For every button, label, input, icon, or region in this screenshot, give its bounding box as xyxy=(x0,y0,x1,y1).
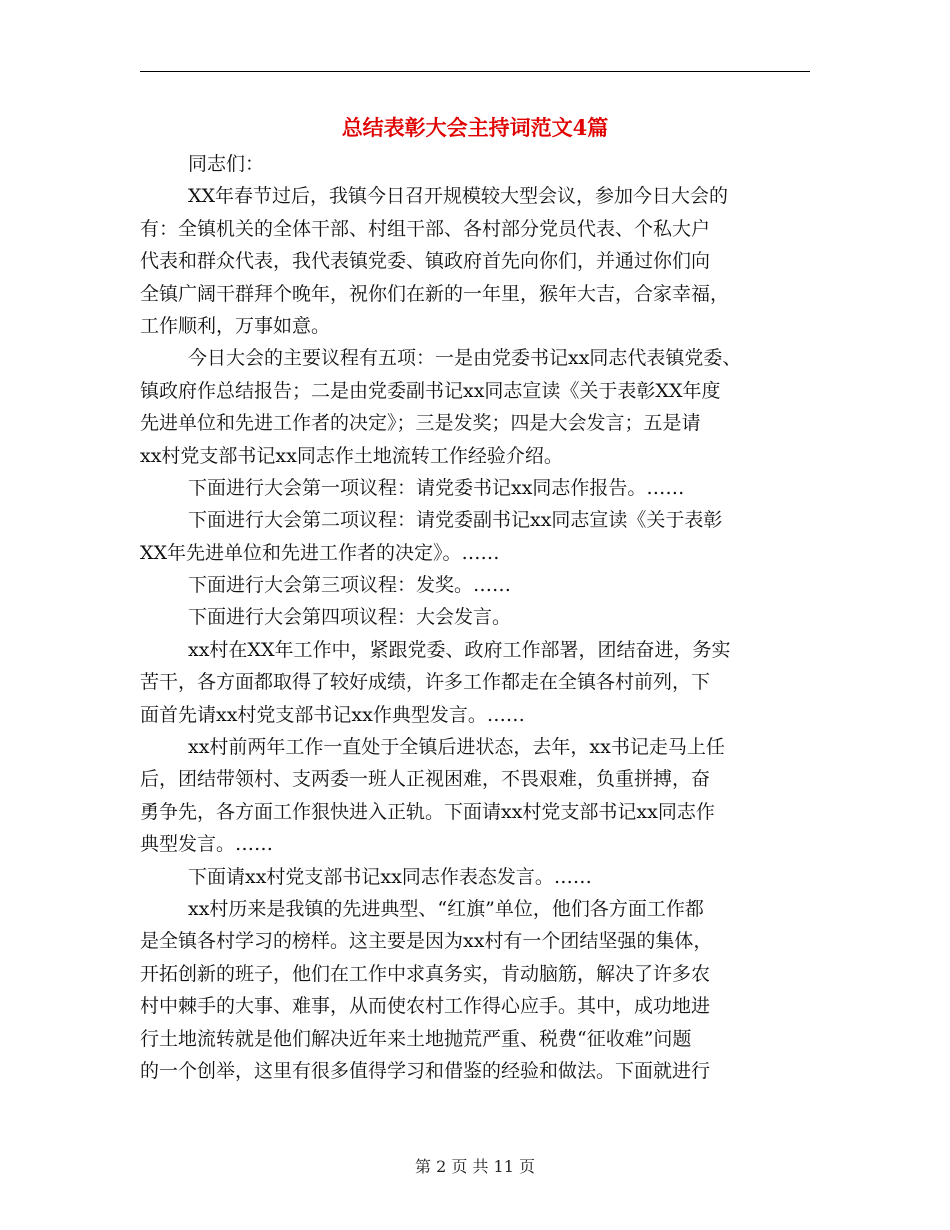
document-title: 总结表彰大会主持词范文4篇 xyxy=(341,115,609,140)
page-footer: 第 2 页 共 11 页 xyxy=(415,1157,535,1176)
paragraph-line: 面首先请xx村党支部书记xx作典型发言。…… xyxy=(140,703,525,726)
paragraph-line: 下面进行大会第二项议程：请党委副书记xx同志宣读《关于表彰 xyxy=(188,509,723,532)
paragraph-line: 先进单位和先进工作者的决定》；三是发奖；四是大会发言；五是请 xyxy=(140,412,701,435)
paragraph-line: 行土地流转就是他们解决近年来土地抛荒严重、税费“征收难”问题 xyxy=(140,1027,692,1050)
paragraph-line: XX年先进单位和先进工作者的决定》。…… xyxy=(140,541,500,564)
paragraph-line: 开拓创新的班子，他们在工作中求真务实，肯动脑筋，解决了许多农 xyxy=(140,962,711,985)
paragraph-line: XX年春节过后，我镇今日召开规模较大型会议，参加今日大会的 xyxy=(188,185,729,208)
paragraph-line: xx村在XX年工作中，紧跟党委、政府工作部署，团结奋进，务实 xyxy=(188,638,731,661)
paragraph-line: 的一个创举，这里有很多值得学习和借鉴的经验和做法。下面就进行 xyxy=(140,1059,711,1082)
paragraph-line: 下面进行大会第四项议程：大会发言。 xyxy=(188,606,512,629)
paragraph-line: 勇争先，各方面工作狠快进入正轨。下面请xx村党支部书记xx同志作 xyxy=(140,800,715,823)
paragraph-line: 有：全镇机关的全体干部、村组干部、各村部分党员代表、个私大户 xyxy=(140,217,711,240)
header-rule xyxy=(140,71,810,72)
paragraph-line: 村中棘手的大事、难事，从而使农村工作得心应手。其中，成功地进 xyxy=(140,995,711,1018)
paragraph-line: xx村前两年工作一直处于全镇后进状态，去年，xx书记走马上任 xyxy=(188,736,725,759)
paragraph-line: 代表和群众代表，我代表镇党委、镇政府首先向你们，并通过你们向 xyxy=(140,250,711,273)
paragraph-line: 镇政府作总结报告；二是由党委副书记xx同志宣读《关于表彰XX年度 xyxy=(140,379,721,402)
paragraph-line: 同志们： xyxy=(188,153,265,175)
paragraph-line: 是全镇各村学习的榜样。这主要是因为xx村有一个团结坚强的集体， xyxy=(140,930,713,953)
paragraph-line: 后，团结带领村、支两委一班人正视困难，不畏艰难，负重拼搏，奋 xyxy=(140,768,711,791)
paragraph-line: 工作顺利，万事如意。 xyxy=(140,314,331,337)
document-body xyxy=(140,148,810,1087)
paragraph-line: xx村历来是我镇的先进典型、“红旗”单位，他们各方面工作都 xyxy=(188,897,704,920)
paragraph-line: 下面进行大会第三项议程：发奖。…… xyxy=(188,574,512,597)
paragraph-line: 今日大会的主要议程有五项：一是由党委书记xx同志代表镇党委、 xyxy=(188,347,742,370)
paragraph-line: 典型发言。…… xyxy=(140,833,274,856)
paragraph-line: 全镇广阔干群拜个晚年，祝你们在新的一年里，猴年大吉，合家幸福， xyxy=(140,282,730,305)
paragraph-line: 下面进行大会第一项议程：请党委书记xx同志作报告。…… xyxy=(188,476,685,499)
paragraph-line: 苦干，各方面都取得了较好成绩，许多工作都走在全镇各村前列，下 xyxy=(140,671,711,694)
paragraph-line: 下面请xx村党支部书记xx同志作表态发言。…… xyxy=(188,865,592,888)
paragraph-line: xx村党支部书记xx同志作土地流转工作经验介绍。 xyxy=(140,444,563,467)
